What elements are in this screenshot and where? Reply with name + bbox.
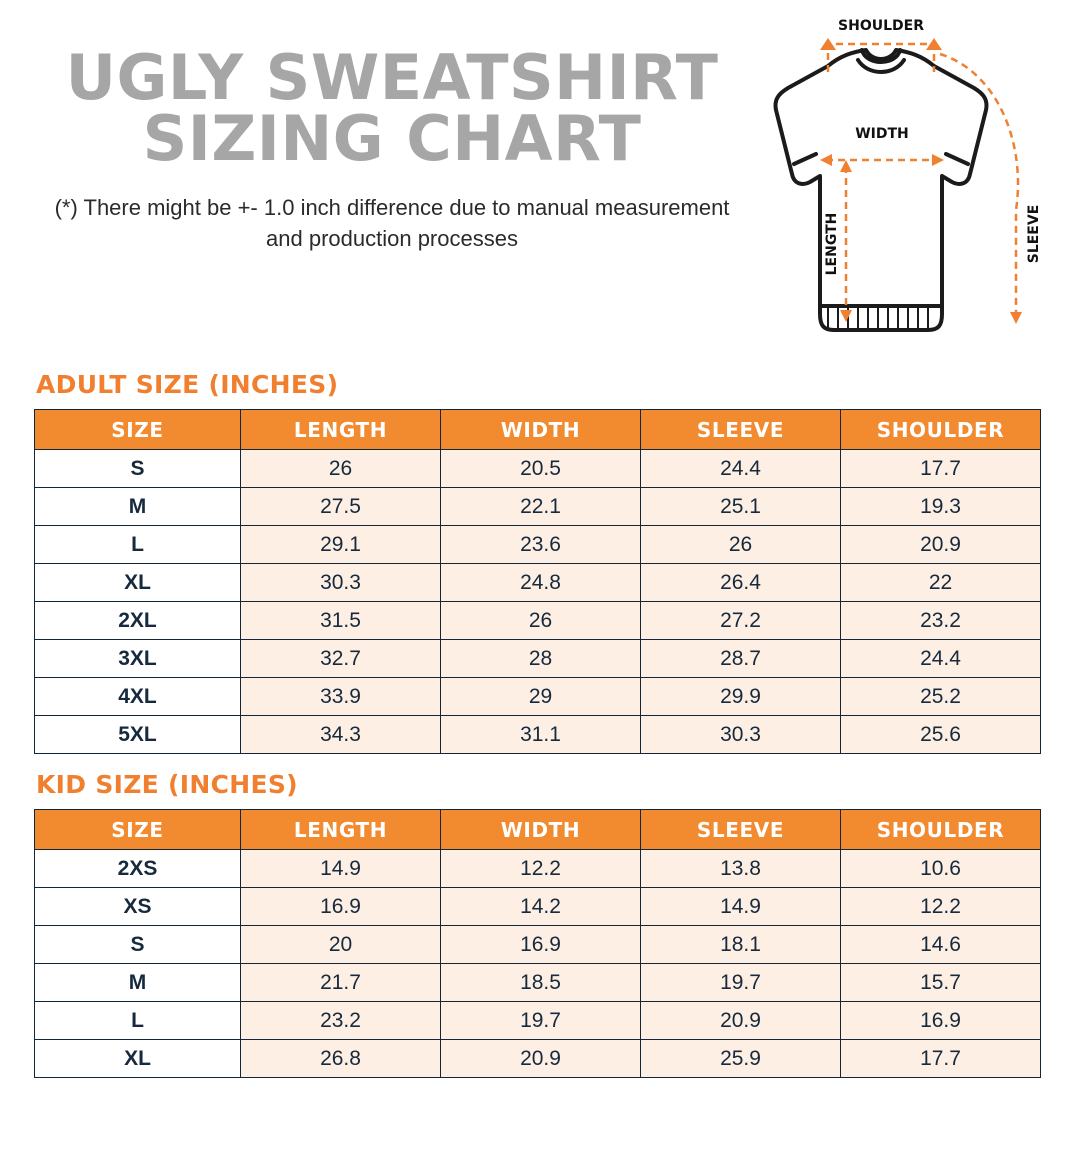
cell-shoulder: 10.6	[841, 850, 1041, 888]
cell-size: L	[35, 526, 241, 564]
cell-shoulder: 22	[841, 564, 1041, 602]
table-row	[35, 678, 1041, 716]
cell-shoulder: 20.9	[841, 526, 1041, 564]
cell-width: 12.2	[441, 850, 641, 888]
table-row	[35, 964, 1041, 1002]
cell-sleeve: 25.9	[641, 1040, 841, 1078]
cell-shoulder: 25.2	[841, 678, 1041, 716]
page-title	[42, 41, 742, 175]
cell-shoulder: 24.4	[841, 640, 1041, 678]
cell-sleeve: 14.9	[641, 888, 841, 926]
column-header-sleeve: SLEEVE	[641, 810, 841, 850]
cell-length: 31.5	[241, 602, 441, 640]
page-title-line-1: UGLY SWEATSHIRT	[65, 41, 719, 114]
cell-width: 20.9	[441, 1040, 641, 1078]
cell-width: 28	[441, 640, 641, 678]
table-header-row	[35, 410, 1041, 450]
cell-size: M	[35, 488, 241, 526]
adult-section-heading: ADULT SIZE (INCHES)	[36, 370, 339, 399]
cell-width: 14.2	[441, 888, 641, 926]
cell-shoulder: 25.6	[841, 716, 1041, 754]
cell-shoulder: 19.3	[841, 488, 1041, 526]
cell-size: 3XL	[35, 640, 241, 678]
sweatshirt-icon	[716, 14, 1046, 344]
cell-shoulder: 17.7	[841, 1040, 1041, 1078]
cell-length: 34.3	[241, 716, 441, 754]
header	[34, 0, 1040, 330]
cell-sleeve: 25.1	[641, 488, 841, 526]
table-row	[35, 526, 1041, 564]
table-row	[35, 716, 1041, 754]
column-header-width: WIDTH	[441, 410, 641, 450]
cell-size: XL	[35, 564, 241, 602]
column-header-shoulder: SHOULDER	[841, 810, 1041, 850]
cell-length: 23.2	[241, 1002, 441, 1040]
table-row	[35, 640, 1041, 678]
sweatshirt-diagram	[716, 14, 1046, 344]
cell-sleeve: 30.3	[641, 716, 841, 754]
column-header-width: WIDTH	[441, 810, 641, 850]
cell-width: 29	[441, 678, 641, 716]
column-header-size: SIZE	[35, 810, 241, 850]
cell-size: S	[35, 450, 241, 488]
table-row	[35, 488, 1041, 526]
cell-sleeve: 19.7	[641, 964, 841, 1002]
label-width: WIDTH	[855, 126, 909, 142]
table-row	[35, 1040, 1041, 1078]
table-row	[35, 450, 1041, 488]
cell-length: 30.3	[241, 564, 441, 602]
label-shoulder: SHOULDER	[838, 18, 924, 34]
column-header-shoulder: SHOULDER	[841, 410, 1041, 450]
cell-sleeve: 13.8	[641, 850, 841, 888]
cell-length: 14.9	[241, 850, 441, 888]
cell-width: 22.1	[441, 488, 641, 526]
kid-size-table	[34, 809, 1041, 1078]
cell-sleeve: 20.9	[641, 1002, 841, 1040]
table-row	[35, 926, 1041, 964]
tables-wrap	[34, 370, 1040, 1078]
cell-length: 27.5	[241, 488, 441, 526]
table-header-row	[35, 810, 1041, 850]
column-header-size: SIZE	[35, 410, 241, 450]
cell-sleeve: 29.9	[641, 678, 841, 716]
cell-size: 2XS	[35, 850, 241, 888]
label-sleeve: SLEEVE	[1026, 204, 1042, 264]
cell-sleeve: 28.7	[641, 640, 841, 678]
column-header-length: LENGTH	[241, 810, 441, 850]
cell-length: 21.7	[241, 964, 441, 1002]
cell-width: 26	[441, 602, 641, 640]
cell-length: 16.9	[241, 888, 441, 926]
cell-length: 26.8	[241, 1040, 441, 1078]
cell-shoulder: 15.7	[841, 964, 1041, 1002]
cell-size: S	[35, 926, 241, 964]
table-row	[35, 602, 1041, 640]
cell-width: 16.9	[441, 926, 641, 964]
cell-width: 18.5	[441, 964, 641, 1002]
cell-size: XL	[35, 1040, 241, 1078]
cell-size: 2XL	[35, 602, 241, 640]
measurement-disclaimer: (*) There might be +- 1.0 inch difference due to manual measurement and production processes	[54, 194, 730, 251]
cell-shoulder: 23.2	[841, 602, 1041, 640]
cell-length: 33.9	[241, 678, 441, 716]
cell-length: 26	[241, 450, 441, 488]
cell-size: 4XL	[35, 678, 241, 716]
cell-size: L	[35, 1002, 241, 1040]
title-block	[42, 41, 742, 254]
cell-shoulder: 14.6	[841, 926, 1041, 964]
cell-shoulder: 16.9	[841, 1002, 1041, 1040]
cell-shoulder: 17.7	[841, 450, 1041, 488]
cell-sleeve: 18.1	[641, 926, 841, 964]
adult-size-table	[34, 409, 1041, 754]
cell-sleeve: 24.4	[641, 450, 841, 488]
page-title-line-2: SIZING CHART	[142, 101, 642, 175]
cell-width: 20.5	[441, 450, 641, 488]
cell-size: 5XL	[35, 716, 241, 754]
cell-width: 31.1	[441, 716, 641, 754]
cell-length: 20	[241, 926, 441, 964]
label-length: LENGTH	[824, 212, 840, 276]
cell-width: 19.7	[441, 1002, 641, 1040]
cell-size: M	[35, 964, 241, 1002]
cell-width: 24.8	[441, 564, 641, 602]
cell-sleeve: 26.4	[641, 564, 841, 602]
table-row	[35, 564, 1041, 602]
cell-length: 29.1	[241, 526, 441, 564]
cell-shoulder: 12.2	[841, 888, 1041, 926]
cell-sleeve: 26	[641, 526, 841, 564]
cell-width: 23.6	[441, 526, 641, 564]
kid-section-heading: KID SIZE (INCHES)	[36, 770, 298, 799]
cell-sleeve: 27.2	[641, 602, 841, 640]
column-header-sleeve: SLEEVE	[641, 410, 841, 450]
table-row	[35, 1002, 1041, 1040]
cell-size: XS	[35, 888, 241, 926]
table-row	[35, 888, 1041, 926]
cell-length: 32.7	[241, 640, 441, 678]
table-row	[35, 850, 1041, 888]
column-header-length: LENGTH	[241, 410, 441, 450]
